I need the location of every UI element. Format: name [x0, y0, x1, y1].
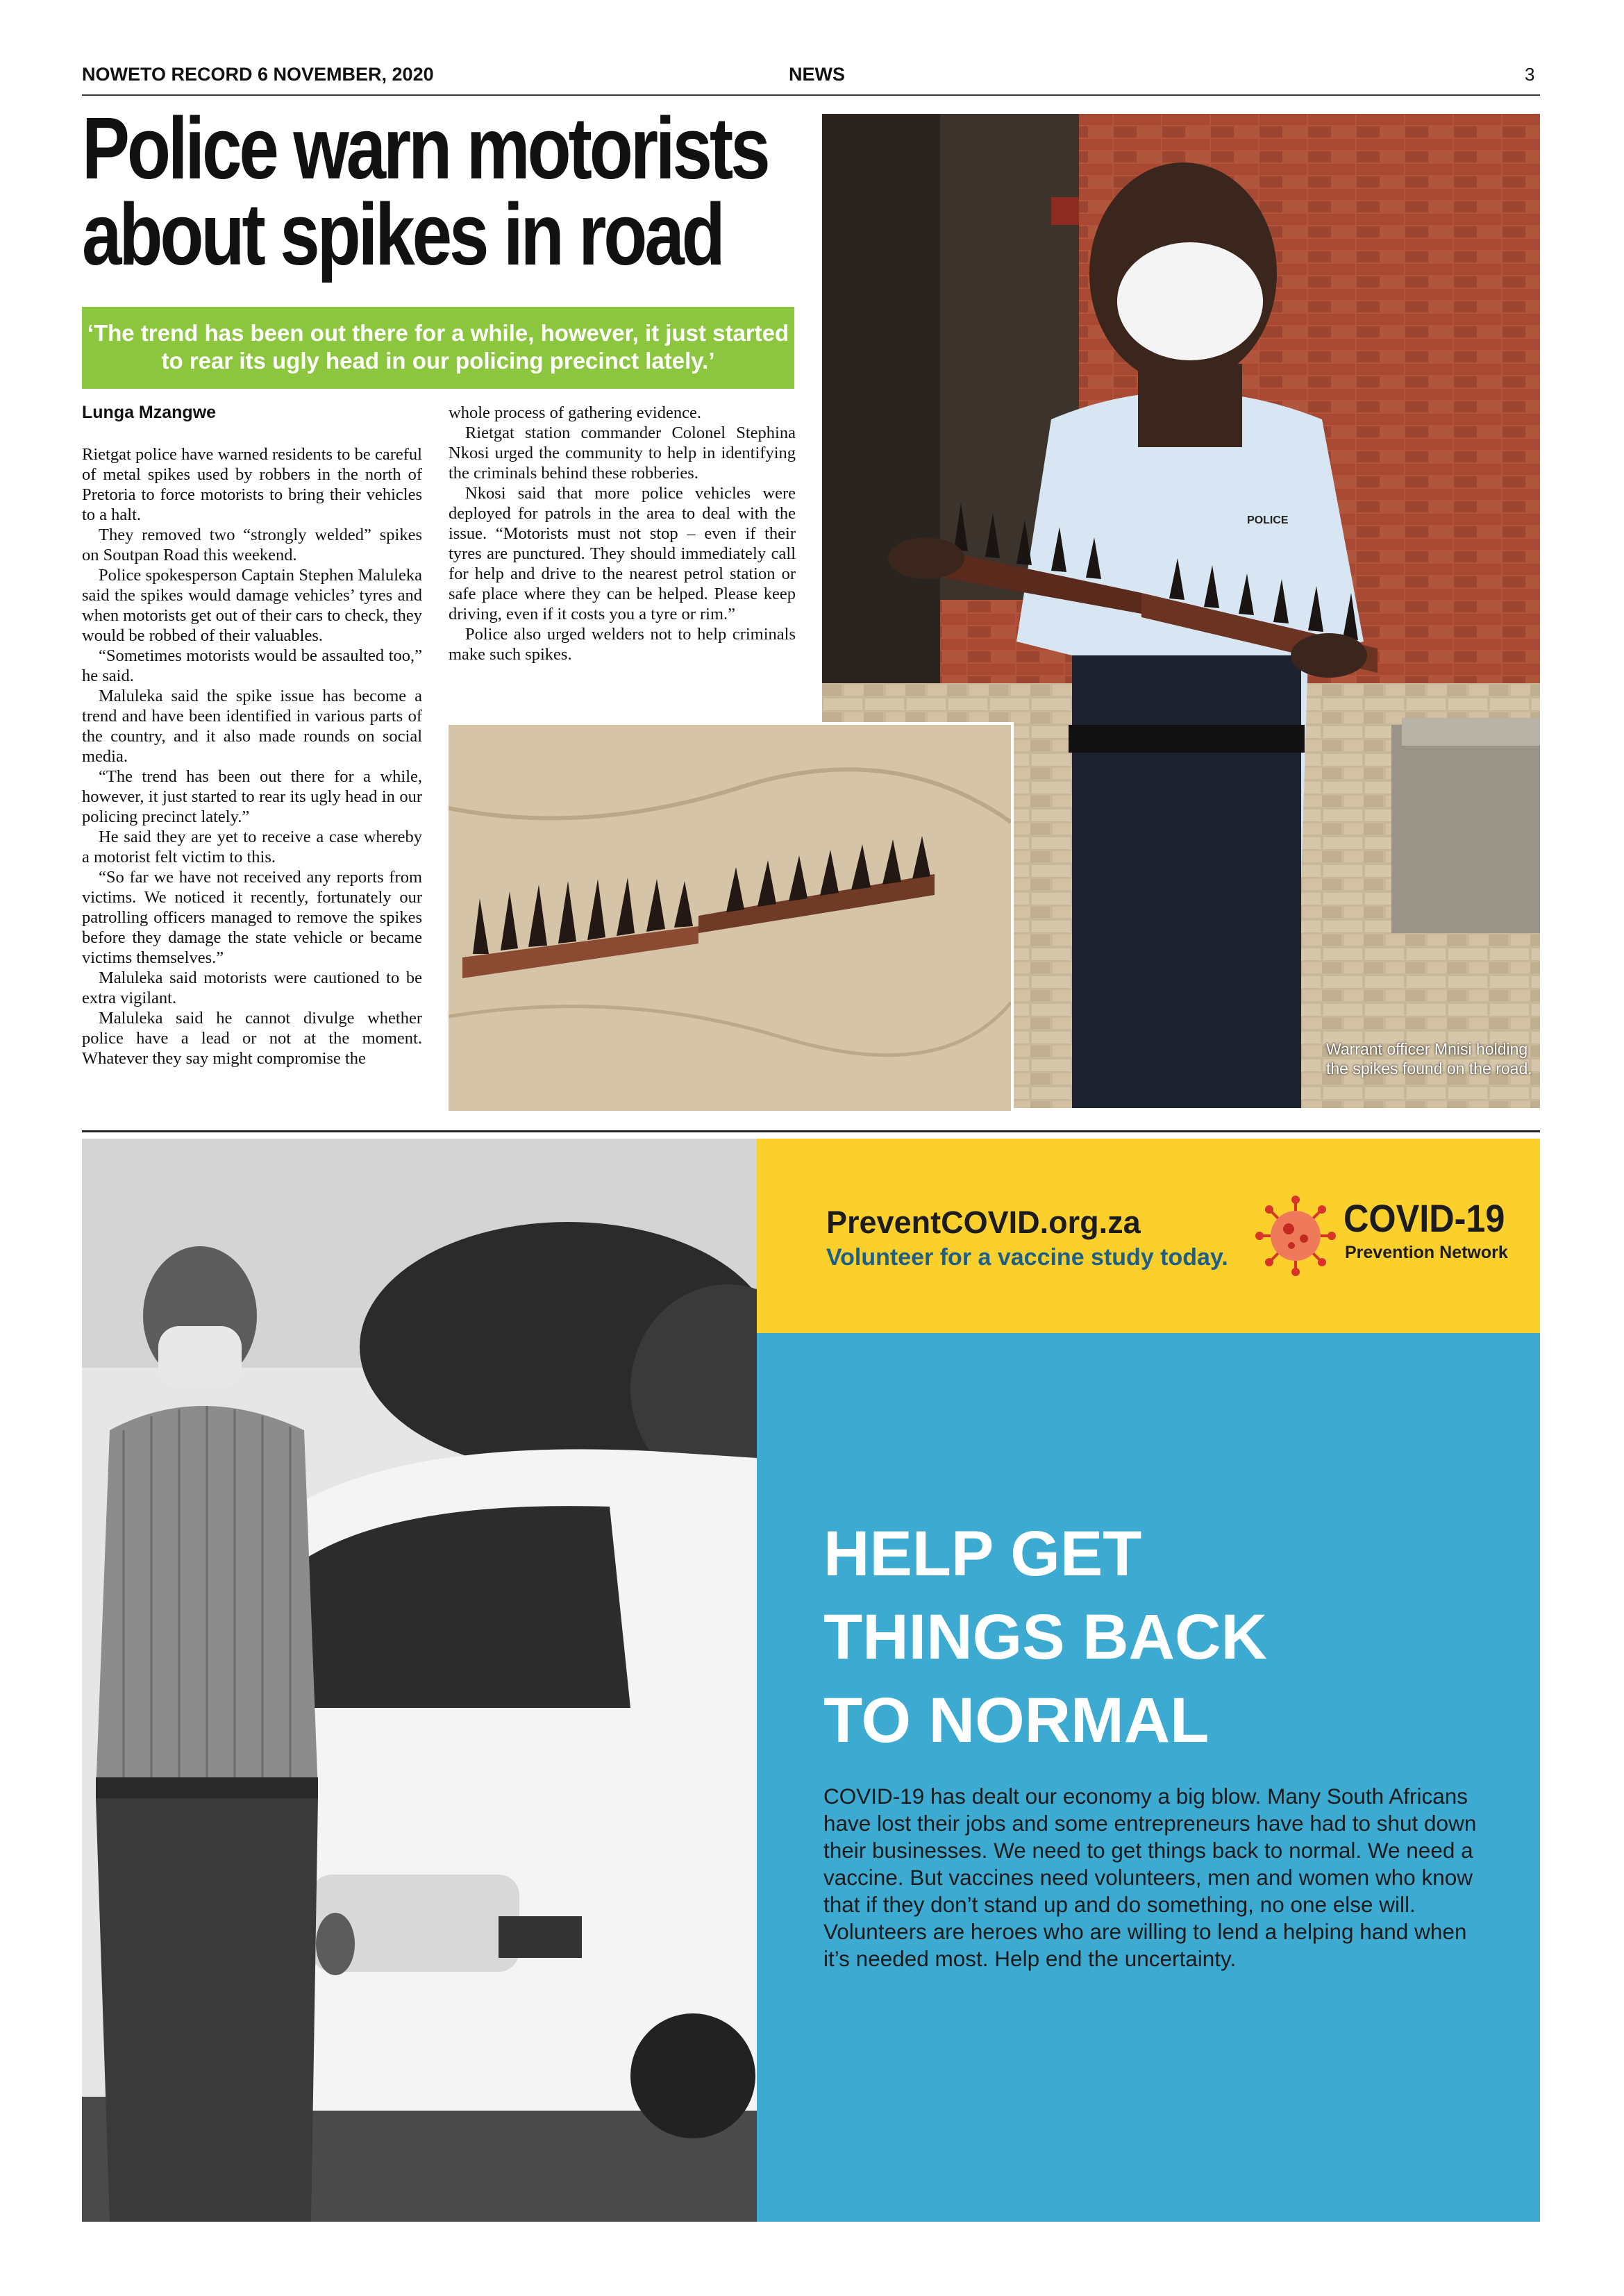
paragraph: Rietgat station commander Colonel Stephina Nkosi urged the community to help in identifying the criminals behind these robberies.: [449, 424, 796, 483]
paragraph: whole process of gathering evidence.: [449, 403, 701, 422]
advert-photo: [82, 1139, 757, 2222]
paragraph: Maluleka said the spike issue has become a trend and have been identified in various parts of the country, and it also made rounds on social media.: [82, 687, 422, 766]
article-column-2: [449, 403, 796, 664]
paragraph: “The trend has been out there for a while, however, it just started to rear its ugly head in our policing precinct lately.”: [82, 767, 422, 826]
section-label: NEWS: [789, 64, 845, 85]
paragraph: Maluleka said motorists were cautioned to be extra vigilant.: [82, 969, 422, 1007]
article-column-1: [82, 444, 422, 1069]
byline: Lunga Mzangwe: [82, 403, 217, 422]
advert-body-panel: [757, 1333, 1540, 2222]
coronavirus-icon: [1255, 1196, 1336, 1276]
header-rule: [82, 94, 1540, 96]
paragraph: Nkosi said that more police vehicles were deployed for patrols in the area to deal with the issue. “Motorists must not stop – even if their tyres are punctured. They should immediately call for help and drive to the nearest petrol station or safe place where they can be helped. Please keep driving, even if it costs you a tyre or rim.”: [449, 484, 796, 623]
headline-line-2: about spikes in road: [82, 185, 723, 283]
paragraph: Police spokesperson Captain Stephen Maluleka said the spikes would damage vehicles’ tyres and when motorists get out of their cars to check, they would be robbed of their valuables.: [82, 566, 422, 645]
advert-logo-subtitle: Prevention Network: [1345, 1243, 1508, 1262]
paragraph: They removed two “strongly welded” spikes on Soutpan Road this weekend.: [82, 526, 422, 564]
article-headline: [82, 99, 768, 283]
pull-quote: ‘The trend has been out there for a while, however, it just started to rear its ugly head in our policing precinct lately.’: [82, 307, 794, 389]
publication-dateline: NOWETO RECORD 6 NOVEMBER, 2020: [82, 64, 434, 85]
spikes-photo: [449, 722, 1014, 1111]
advert-url-link[interactable]: PreventCOVID.org.za: [826, 1205, 1141, 1240]
paragraph: Maluleka said he cannot divulge whether police have a lead or not at the moment. Whatever they say might compromise the: [82, 1009, 422, 1068]
paragraph: Police also urged welders not to help criminals make such spikes.: [449, 625, 796, 664]
photo-caption: Warrant officer Mnisi holding the spikes found on the road.: [1326, 1040, 1532, 1078]
advert-logo-title: COVID-19: [1343, 1196, 1505, 1240]
section-divider: [82, 1130, 1540, 1132]
headline-line-1: Police warn motorists: [82, 99, 768, 197]
paragraph: He said they are yet to receive a case whereby a motorist felt victim to this.: [82, 828, 422, 866]
page-number: 3: [1525, 64, 1535, 85]
photo-badge-text: POLICE: [1247, 514, 1289, 526]
paragraph: “Sometimes motorists would be assaulted too,” he said.: [82, 646, 422, 685]
advert-body-text: COVID-19 has dealt our economy a big blow. Many South Africans have lost their jobs and some entrepreneurs have had to shut down their businesses. We need to get things back to normal. We need a vaccine. But vaccines need volunteers, men and women who know that if they don’t stand up and do something, no one else will. Volunteers are heroes who are willing to lend a helping hand when it’s needed most. Help end the uncertainty.: [823, 1784, 1477, 1971]
advert-tagline: Volunteer for a vaccine study today.: [826, 1244, 1228, 1271]
paragraph: “So far we have not received any reports from victims. We noticed it recently, fortunately our patrolling officers managed to remove the spikes before they damage the state vehicle or became victims themselves.”: [82, 868, 422, 967]
paragraph: Rietgat police have warned residents to be careful of metal spikes used by robbers in the north of Pretoria to force motorists to bring their vehicles to a halt.: [82, 445, 422, 524]
advert-headline: HELP GET THINGS BACK TO NORMAL: [823, 1518, 1267, 1756]
